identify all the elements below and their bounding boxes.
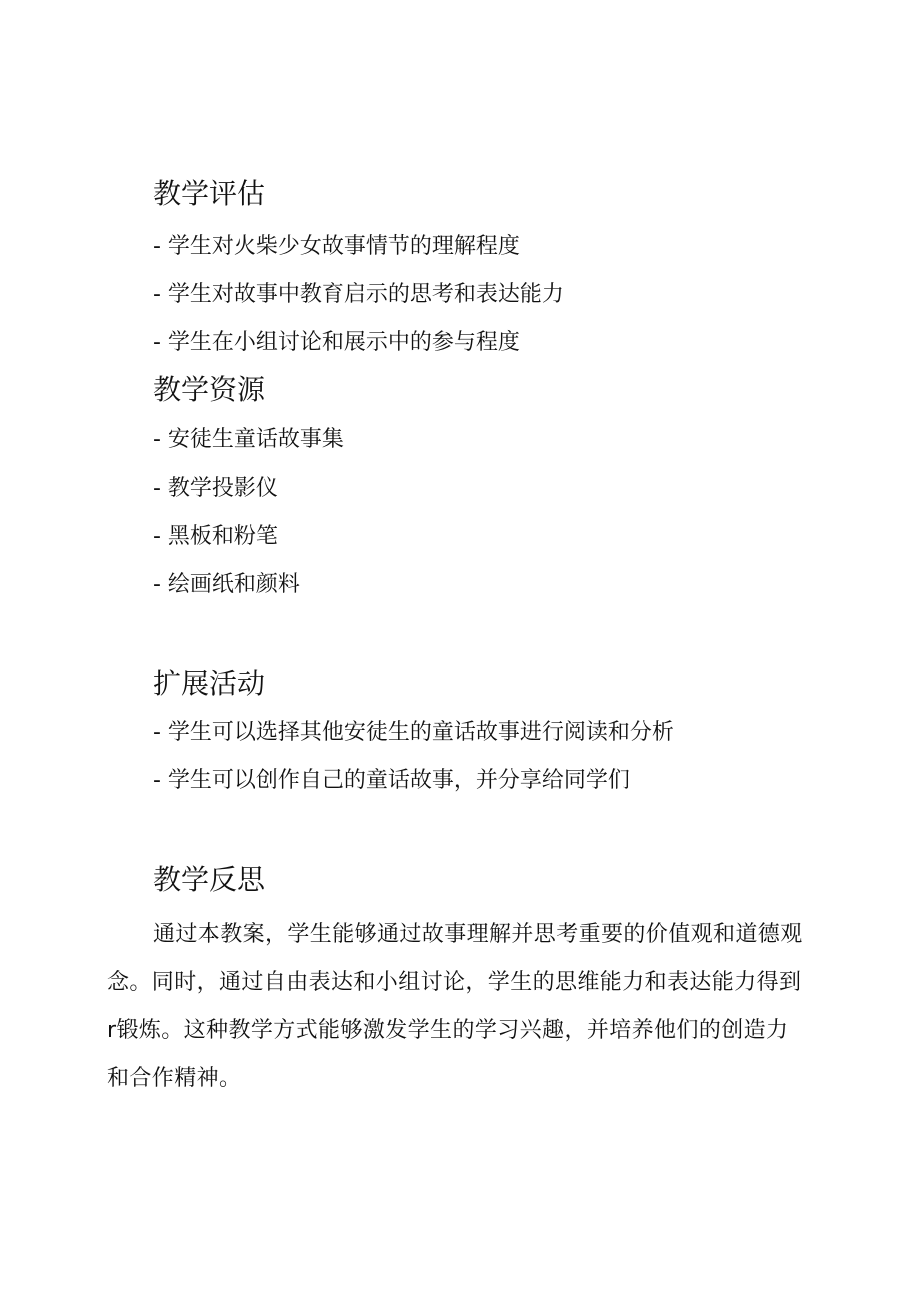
resources-item: - 绘画纸和颜料 <box>153 572 300 597</box>
extension-item: - 学生可以创作自己的童话故事，并分享给同学们 <box>153 768 630 793</box>
resources-item: - 黑板和粉笔 <box>153 524 278 549</box>
resources-item: - 教学投影仪 <box>153 476 278 501</box>
resources-item: - 安徒生童话故事集 <box>153 427 344 452</box>
evaluation-item: - 学生对故事中教育启示的思考和表达能力 <box>153 282 564 307</box>
extension-heading: 扩展活动 <box>153 667 266 700</box>
extension-item: - 学生可以选择其他安徒生的童话故事进行阅读和分析 <box>153 720 674 745</box>
evaluation-heading: 教学评估 <box>153 177 266 210</box>
evaluation-item: - 学生对火柴少女故事情节的理解程度 <box>153 234 520 259</box>
evaluation-item: - 学生在小组讨论和展示中的参与程度 <box>153 330 520 355</box>
reflection-heading: 教学反思 <box>153 863 266 896</box>
reflection-paragraph: 通过本教案，学生能够通过故事理解并思考重要的价值观和道德观念。同时，通过自由表达和小组讨论，学生的思维能力和表达能力得到r锻炼。这种教学方式能够激发学生的学习兴趣，并培养他们的创造力和合作精神。 <box>107 922 803 1091</box>
resources-heading: 教学资源 <box>153 373 266 406</box>
